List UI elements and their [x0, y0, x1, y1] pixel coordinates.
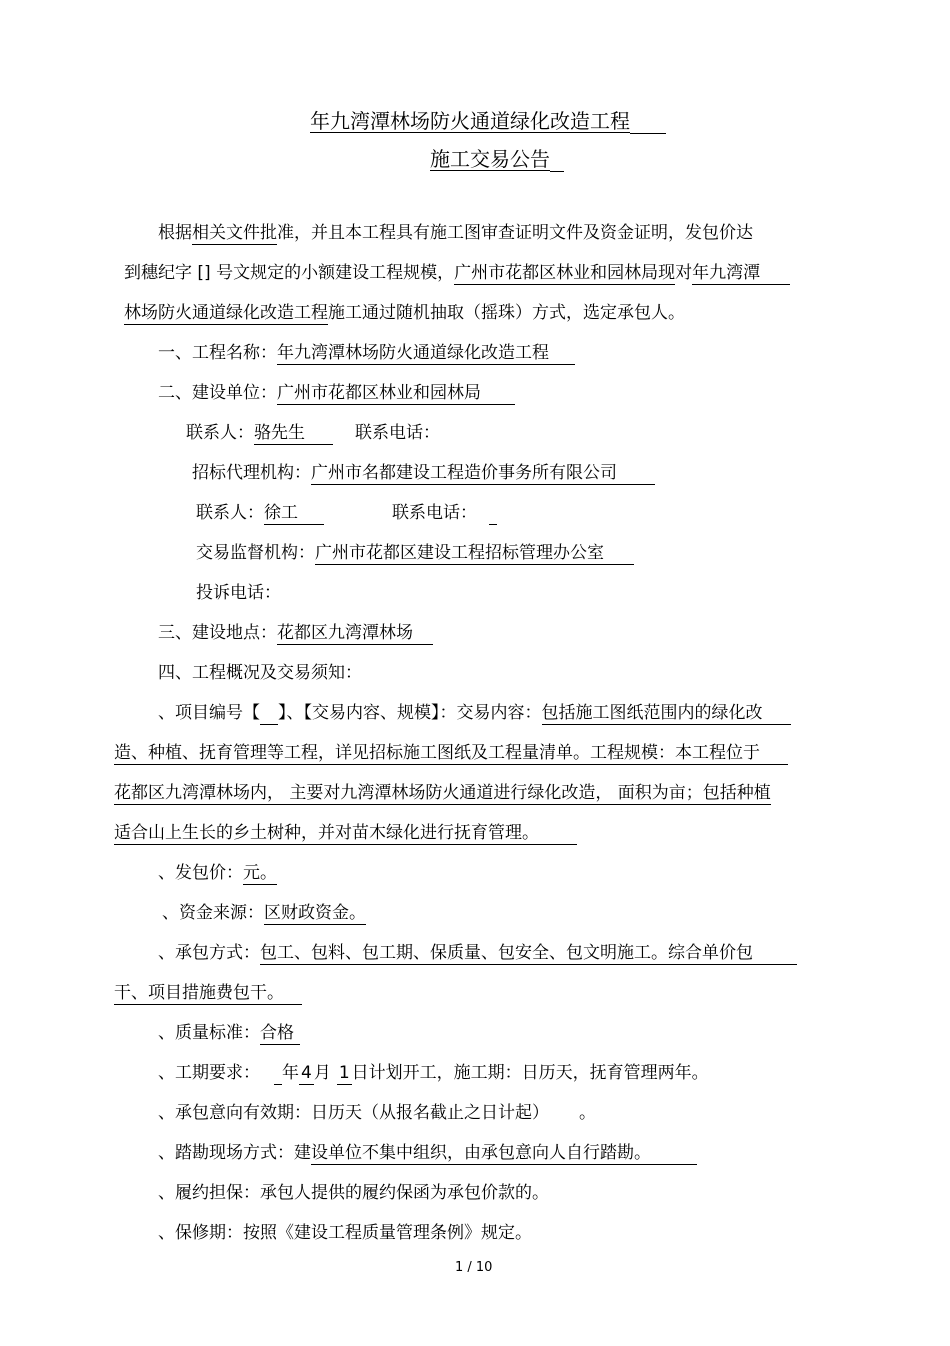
- complaint-phone: 投诉电话：: [196, 583, 281, 603]
- item-project-line-1: 、项目编号【 】、【交易内容、规模】：交易内容：包括施工图纸范围内的绿化改: [158, 702, 791, 725]
- item-bond: 、履约担保：承包人提供的履约保函为承包价款的。: [158, 1183, 549, 1203]
- supervisor-value: 广州市花都区建设工程招标管理办公室: [315, 543, 634, 565]
- owner-contact-name: 骆先生: [254, 423, 333, 445]
- item-warranty: 、保修期：按照《建设工程质量管理条例》规定。: [158, 1223, 532, 1243]
- subtitle-underline-tail: [550, 153, 564, 172]
- item-quality: 、质量标准：合格: [158, 1022, 300, 1045]
- intro-line-2: 到穗纪字 [] 号文规定的小额建设工程规模，广州市花都区林业和园林局现对年九湾潭: [124, 262, 790, 285]
- item-fund: 、资金来源：区财政资金。: [162, 903, 366, 923]
- item-validity: 、承包意向有效期：日历天（从报名截止之日计起） 。: [158, 1103, 596, 1123]
- title-line1: 年九湾潭林场防火通道绿化改造工程: [310, 109, 630, 133]
- supervisor: 交易监督机构：广州市花都区建设工程招标管理办公室: [196, 542, 634, 565]
- tender-agency: 招标代理机构：广州市名都建设工程造价事务所有限公司: [192, 462, 655, 485]
- page-number: 1 / 10: [455, 1260, 493, 1275]
- item-project-line-2: 造、种植、抚育管理等工程，详见招标施工图纸及工程量清单。工程规模：本工程位于: [114, 742, 788, 765]
- agency-contact: 联系人：徐工 联系电话：: [196, 502, 497, 525]
- tender-agency-value: 广州市名都建设工程造价事务所有限公司: [311, 463, 655, 485]
- item-contract-line-2: 干、项目措施费包干。: [114, 982, 302, 1005]
- location-value: 花都区九湾潭林场: [277, 623, 433, 645]
- start-year-blank: [274, 1066, 282, 1085]
- item-survey: 、踏勘现场方式：建设单位不集中组织，由承包意向人自行踏勘。: [158, 1142, 697, 1165]
- price-value: 元。: [243, 863, 277, 883]
- item-project-line-3: 花都区九湾潭林场内， 主要对九湾潭林场防火通道进行绿化改造， 面积为亩；包括种植: [114, 783, 771, 803]
- owner-phone-label: 联系电话：: [355, 423, 440, 443]
- project-name-value: 年九湾潭林场防火通道绿化改造工程: [277, 343, 575, 365]
- title-underline-tail: [630, 115, 666, 134]
- agency-phone-blank: [489, 506, 497, 525]
- scope-content: 包括施工图纸范围内的绿化改: [542, 703, 791, 725]
- agency-phone-label: 联系电话：: [392, 503, 477, 523]
- contract-value: 包工、包料、包工期、保质量、包安全、包文明施工。综合单价包: [260, 943, 797, 965]
- agency-contact-name: 徐工: [264, 503, 324, 525]
- section-project-name: 一、工程名称：年九湾潭林场防火通道绿化改造工程: [158, 342, 575, 365]
- quality-value: 合格: [260, 1023, 300, 1045]
- owner-contact: 联系人：骆先生 联系电话：: [186, 423, 440, 443]
- item-period: 、工期要求： 年 4 月 1 日计划开工，施工期：日历天，抚育管理两年。: [158, 1063, 709, 1083]
- section-owner: 二、建设单位：广州市花都区林业和园林局: [158, 382, 515, 405]
- project-number-blank: [260, 706, 278, 725]
- title-line2: 施工交易公告: [430, 147, 550, 171]
- project-name-inline: 年九湾潭: [692, 263, 790, 285]
- item-price: 、发包价：元。: [158, 863, 277, 883]
- start-day: 1: [338, 1063, 350, 1083]
- item-contract: 、承包方式：包工、包料、包工期、保质量、包安全、包文明施工。综合单价包: [158, 942, 797, 965]
- owner-name-inline: 广州市花都区林业和园林局现: [454, 263, 676, 283]
- fund-value: 区财政资金。: [264, 903, 366, 923]
- document-title: [310, 108, 666, 134]
- project-name-inline-2: 林场防火通道绿化改造工程: [124, 303, 328, 323]
- approval-doc-ref: 相关文件批: [192, 223, 277, 243]
- intro-line-3: 林场防火通道绿化改造工程施工通过随机抽取（摇珠）方式，选定承包人。: [124, 303, 685, 323]
- section-overview: 四、工程概况及交易须知：: [158, 663, 362, 683]
- document-subtitle: [430, 146, 564, 172]
- owner-value: 广州市花都区林业和园林局: [277, 383, 515, 405]
- section-location: 三、建设地点：花都区九湾潭林场: [158, 622, 433, 645]
- intro-line-1: 根据相关文件批准，并且本工程具有施工图审查证明文件及资金证明，发包价达: [158, 223, 753, 243]
- item-project-line-4: 适合山上生长的乡土树种，并对苗木绿化进行抚育管理。: [114, 822, 577, 845]
- survey-value: 设单位不集中组织，由承包意向人自行踏勘。: [311, 1143, 697, 1165]
- start-month: 4: [301, 1063, 312, 1083]
